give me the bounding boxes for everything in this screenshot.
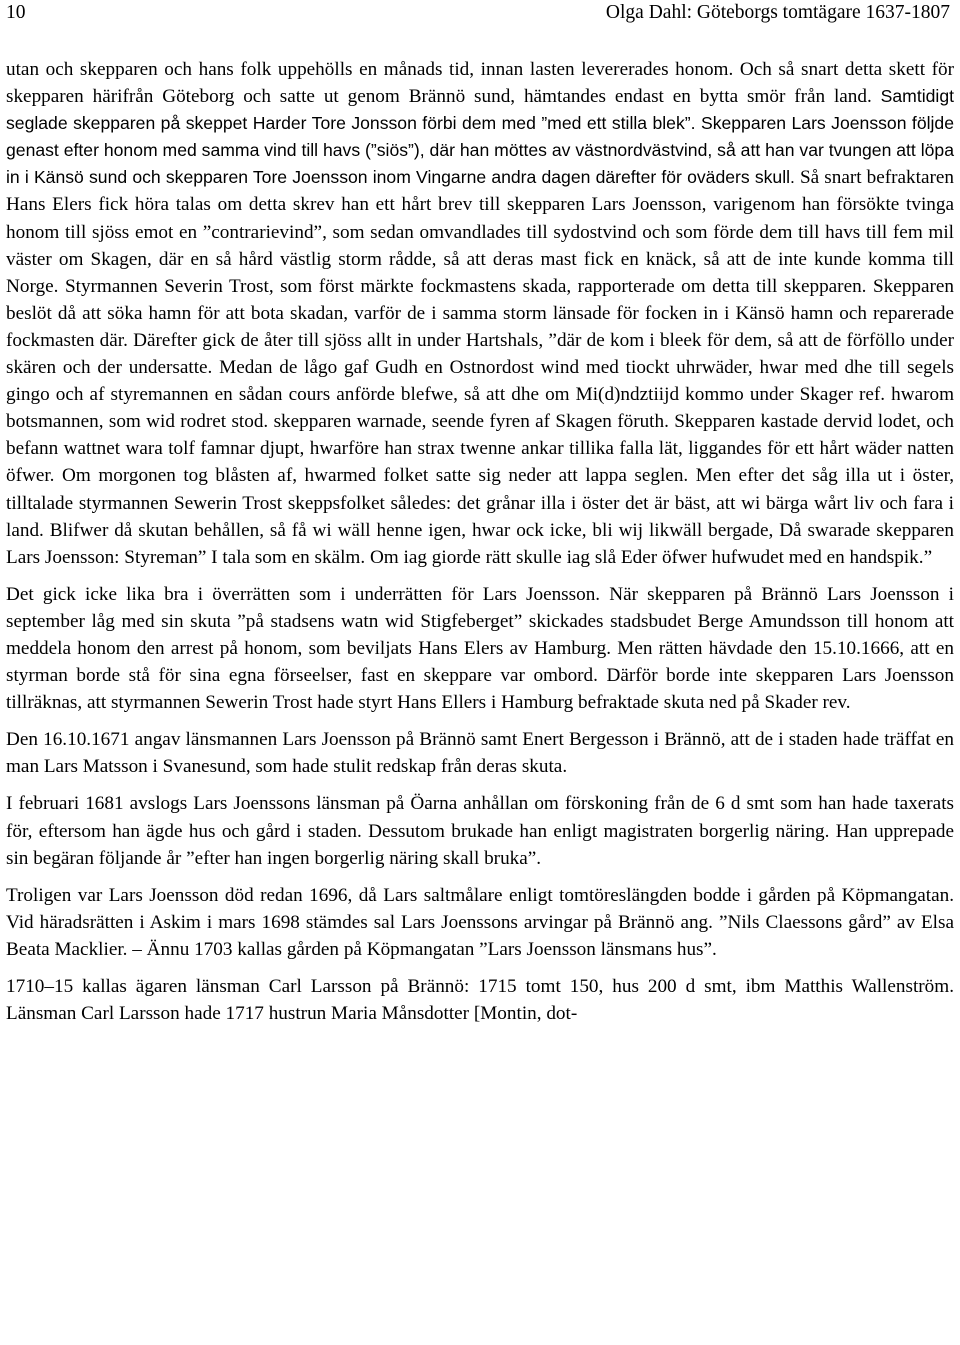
- text-segment: utan och skepparen och hans folk uppehölls en månads tid, innan lasten levererades honom. Och så snart detta skett för skepparen härifrån Göteborg och satte ut genom Brännö sund, hämtandes endast en bytta smör från land.: [6, 59, 954, 108]
- text-segment: Så snart befraktaren Hans Elers fick höra talas om detta skrev han ett hårt brev till skepparen Lars Joensson, varigenom han försökte tvinga honom till sjöss emot en ”contrarievind”, som sedan omvandlades till sydostvind och som förde dem till havs till fem mil väster om Skagen, där en så hård västlig storm rådde, så att deras mast fick en knäck, så att de inte kunde komma till Norge. Styrmannen Severin Trost, som först märkte fockmastens skada, rapporterade om detta till skepparen. Skepparen beslöt då att söka hamn för att bota skadan, varför de i samma storm länsade för focken in i Känsö hamn och reparerade fockmasten där. Därefter gick de åter till sjöss allt in under Hartshals, ”där de kom i bleek för dem, så att de förföllo under skären och der undersatte. Medan de lågo gaf Gudh en Ostnordost wind med tiockt uhrwäder, hwar med dhe till segels gingo och af styremannen en sådan cours anförde blefwe, så att dhe om Mi(d)ndztiijd kommo under Skager ref. hwarom botsmannen, som wid rodret stod. skepparen warnade, seende fyren af Skagen föruth. Skepparen kastade dervid lodet, och befann wattnet wara tolf famnar djupt, hwarföre han strax twenne ankar tillika falla lät, liggandes för ett hårt wäder natten öfwer. Om morgonen tog blåsten af, hwarmed folket satte sig neder att lappa seglen. Men efter det såg illa ut i öster, tilltalade styrmannen Sewerin Trost skeppsfolket således: det grånar illa i öster det är bäst, att wi bärga wårt liv och fara i land. Blifwer då skutan behållen, så få wi wäll henne igen, hwar ock icke, bli wij likwäll bergade, Då swarade skepparen Lars Joensson: Styreman” I tala som en skälm. Om iag giorde rätt skulle iag slå Eder öfwer hufwudet med en handspik.”: [6, 167, 955, 568]
- text-segment: 1710–15 kallas ägaren länsman Carl Larsson på Brännö: 1715 tomt 150, hus 200 d smt, ibm Matthis Wallenström. Länsman Carl Larsson hade 1717 hustrun Maria Månsdotter [Montin, dot-: [6, 976, 954, 1025]
- text-segment: I februari 1681 avslogs Lars Joenssons länsman på Öarna anhållan om förskoning från de 6 d smt som han hade taxerats för, eftersom han ägde hus och gård i staden. Dessutom brukade han enligt magistraten borgerlig näring. Han upprepade sin begäran följande år ”efter han ingen borgerlig näring skall bruka”.: [6, 793, 954, 869]
- text-segment-sans: Samtidigt seglade skepparen på skeppet Harder Tore Jonsson förbi dem med ”med ett stilla blek”. Skepparen Lars Joensson följde genast efter honom med samma vind till havs (”siös”), där han möttes av västnordvästvind, så att han var tvungen att löpa in i Känsö sund och skepparen Tore Joensson inom Vingarne andra dagen därefter för oväders skull.: [6, 86, 954, 188]
- page-number: 10: [6, 2, 26, 23]
- paragraph-2: [6, 581, 954, 716]
- body-text: [6, 56, 954, 1037]
- text-segment: Troligen var Lars Joensson död redan 1696, då Lars saltmålare enligt tomtöreslängden bodde i gården på Köpmangatan. Vid häradsrätten i Askim i mars 1698 stämdes sal Lars Joenssons arvingar på Brännö ang. ”Nils Claessons gård” av Elsa Beata Macklier. – Ännu 1703 kallas gården på Köpmangatan ”Lars Joensson länsmans hus”.: [6, 884, 954, 960]
- text-segment: Den 16.10.1671 angav länsmannen Lars Joensson på Brännö samt Enert Bergesson i Brännö, att de i staden hade träffat en man Lars Matsson i Svanesund, som hade stulit redskap från deras skuta.: [6, 729, 954, 778]
- paragraph-5: [6, 882, 954, 963]
- paragraph-1: [6, 56, 954, 571]
- paragraph-6: [6, 973, 954, 1027]
- text-segment: Det gick icke lika bra i överrätten som i underrätten för Lars Joensson. När skepparen på Brännö Lars Joensson i september låg med sin skuta ”på stadsens watn wid Stigfeberget” skickades stadsbudet Berge Amundsson till honom att meddela honom den arrest på honom, som beviljats Hans Elers av Hamburg. Men rätten hävdade den 15.10.1666, att en styrman borde stå för sina egna förseelser, fast en skeppare var ombord. Därför borde inte skepparen Lars Joensson tillräknas, att styrmannen Sewerin Trost hade styrt Hans Ellers i Hamburg befraktade skuta ned på Skader rev.: [6, 583, 954, 714]
- running-title: Olga Dahl: Göteborgs tomtägare 1637-1807: [605, 2, 950, 23]
- page-header: [6, 0, 954, 30]
- paragraph-4: [6, 790, 954, 871]
- paragraph-3: [6, 726, 954, 780]
